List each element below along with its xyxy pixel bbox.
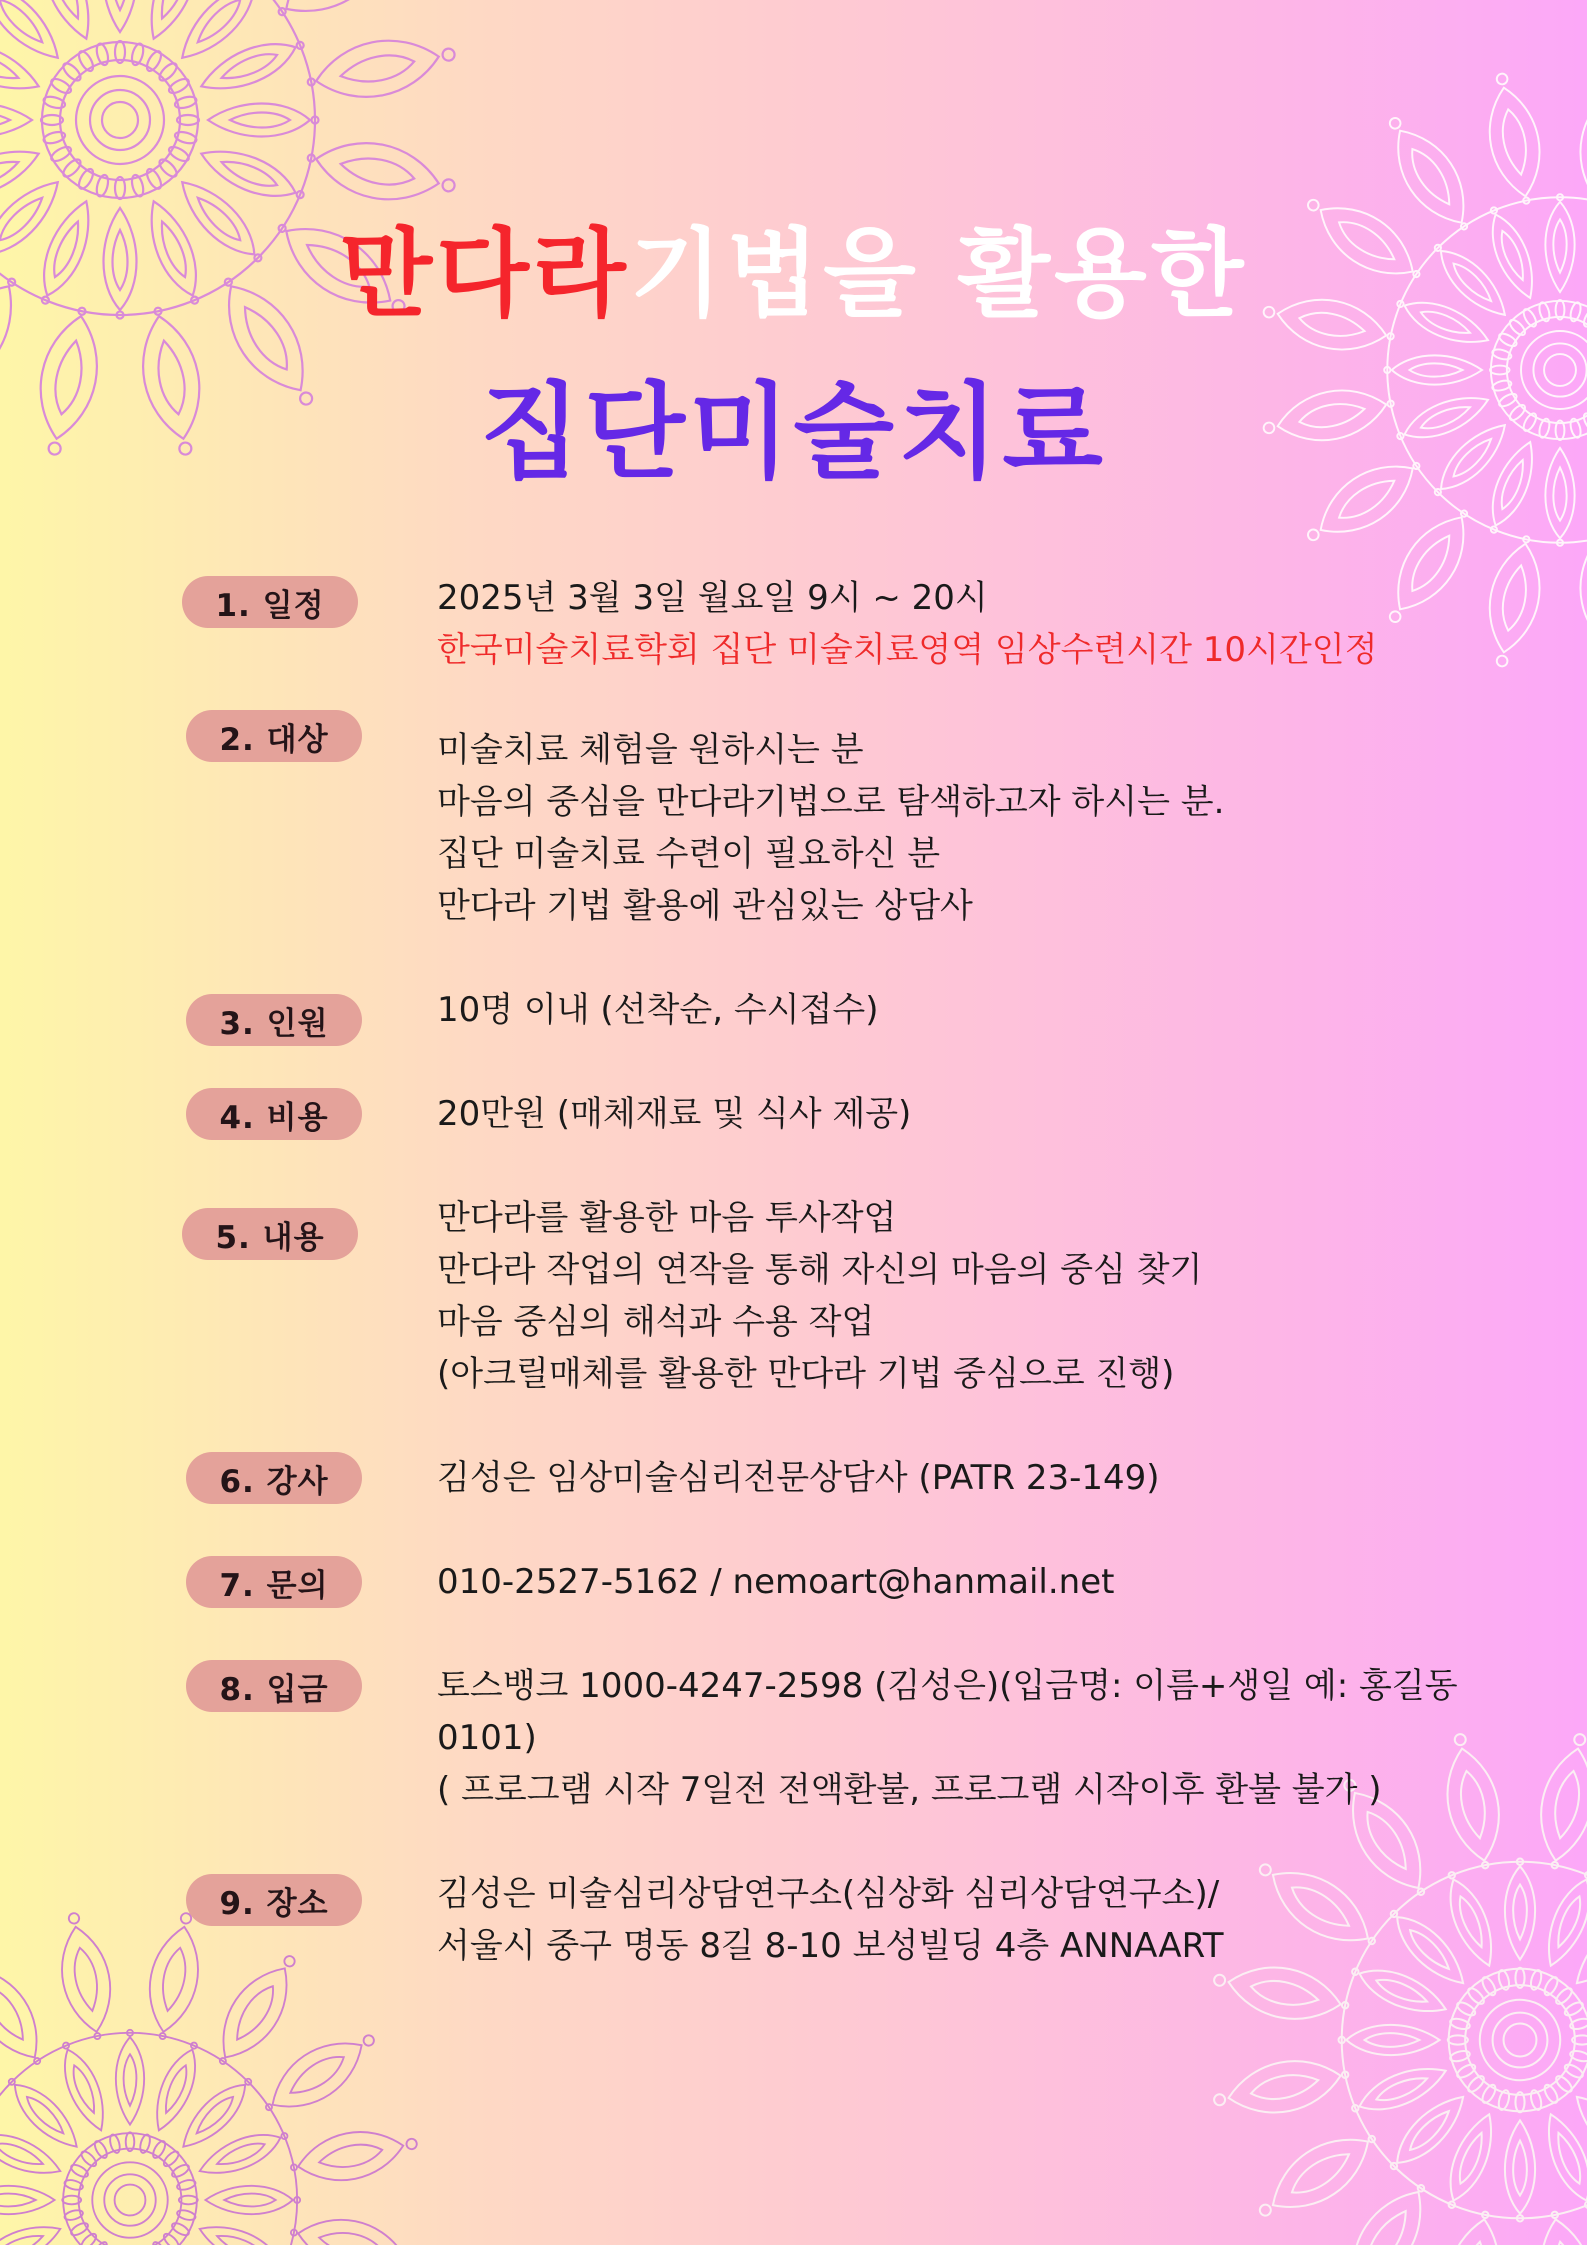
mandala-ornament-icon [0,1900,430,2245]
title-line-1 [0,198,1587,335]
section-label: 7. 문의 [186,1556,362,1608]
section-line: 미술치료 체험을 원하시는 분 [437,730,864,770]
section-line: (아크릴매체를 활용한 만다라 기법 중심으로 진행) [437,1354,1175,1394]
title-highlight: 만다라 [339,218,630,330]
section-line: 만다라 작업의 연작을 통해 자신의 마음의 중심 찾기 [437,1250,1203,1290]
section-line: 만다라를 활용한 마음 투사작업 [437,1198,897,1238]
section-line: 20만원 (매체재료 및 식사 제공) [437,1094,912,1134]
section-line: ( 프로그램 시작 7일전 전액환불, 프로그램 시작이후 환불 불가 ) [437,1770,1382,1810]
section-label: 2. 대상 [186,710,362,762]
section-label: 4. 비용 [186,1088,362,1140]
section-label: 1. 일정 [182,576,358,628]
section-line: 김성은 미술심리상담연구소(심상화 심리상담연구소)/ [437,1874,1220,1914]
section-line: 010-2527-5162 / nemoart@hanmail.net [437,1562,1115,1602]
section-line: 김성은 임상미술심리전문상담사 (PATR 23-149) [437,1458,1160,1498]
section-label: 3. 인원 [186,994,362,1046]
title-line-2: 집단미술치료 [480,371,1107,493]
section-line: 10명 이내 (선착순, 수시접수) [437,990,879,1030]
section-line: 마음 중심의 해석과 수용 작업 [437,1302,875,1342]
section-label: 6. 강사 [186,1452,362,1504]
section-line: 토스뱅크 1000-4247-2598 (김성은)(입금명: 이름+생일 예: 홍길동 [437,1666,1458,1706]
section-line: 서울시 중구 명동 8길 8-10 보성빌딩 4층 ANNAART [437,1926,1224,1966]
section-label: 5. 내용 [182,1208,358,1260]
section-label: 9. 장소 [186,1874,362,1926]
section-line: 마음의 중심을 만다라기법으로 탐색하고자 하시는 분. [437,782,1225,822]
section-line: 2025년 3월 3일 월요일 9시 ~ 20시 [437,578,988,618]
section-label: 8. 입금 [186,1660,362,1712]
section-line: 0101) [437,1718,537,1758]
section-line-note: 한국미술치료학회 집단 미술치료영역 임상수련시간 10시간인정 [437,630,1378,670]
title-rest: 기법을 활용한 [629,218,1248,330]
section-line: 만다라 기법 활용에 관심있는 상담사 [437,886,973,926]
section-line: 집단 미술치료 수련이 필요하신 분 [437,834,941,874]
